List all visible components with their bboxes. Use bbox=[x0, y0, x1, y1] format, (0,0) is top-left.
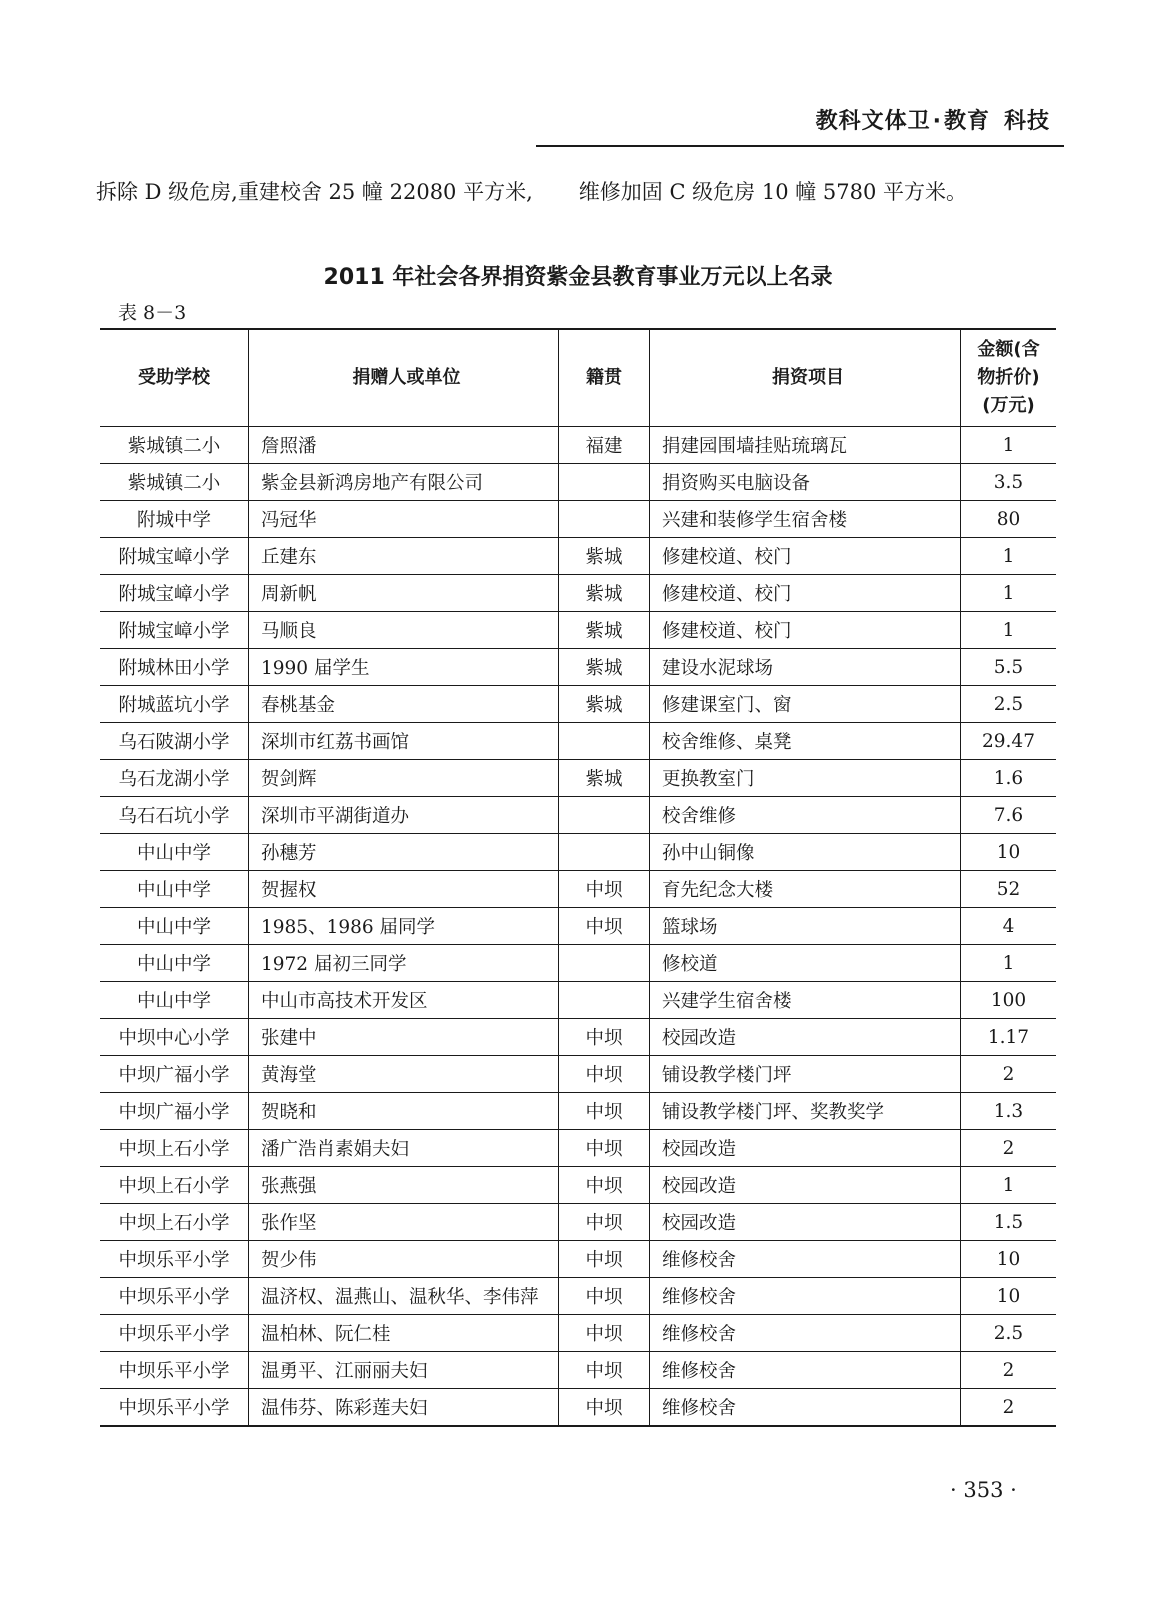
cell-amount: 3.5 bbox=[961, 464, 1057, 501]
cell-origin bbox=[559, 464, 650, 501]
table-row bbox=[100, 723, 1056, 760]
table-row bbox=[100, 1204, 1056, 1241]
table-row bbox=[100, 1056, 1056, 1093]
cell-origin: 中坝 bbox=[559, 1352, 650, 1389]
cell-item: 修建课室门、窗 bbox=[650, 686, 961, 723]
cell-item: 更换教室门 bbox=[650, 760, 961, 797]
table-body bbox=[100, 427, 1056, 1427]
cell-origin: 中坝 bbox=[559, 1130, 650, 1167]
table-row bbox=[100, 908, 1056, 945]
cell-donor: 温勇平、江丽丽夫妇 bbox=[249, 1352, 559, 1389]
cell-donor: 贺剑辉 bbox=[249, 760, 559, 797]
cell-item: 孙中山铜像 bbox=[650, 834, 961, 871]
table-row bbox=[100, 1019, 1056, 1056]
table-row bbox=[100, 575, 1056, 612]
cell-school: 乌石龙湖小学 bbox=[100, 760, 249, 797]
cell-school: 中山中学 bbox=[100, 871, 249, 908]
cell-amount: 1 bbox=[961, 945, 1057, 982]
cell-amount: 1 bbox=[961, 1167, 1057, 1204]
cell-amount: 2.5 bbox=[961, 686, 1057, 723]
cell-donor: 张建中 bbox=[249, 1019, 559, 1056]
cell-origin bbox=[559, 834, 650, 871]
cell-origin bbox=[559, 723, 650, 760]
cell-item: 维修校舍 bbox=[650, 1241, 961, 1278]
col-header-donor: 捐赠人或单位 bbox=[249, 329, 559, 427]
table-row bbox=[100, 649, 1056, 686]
cell-amount: 2 bbox=[961, 1130, 1057, 1167]
cell-item: 铺设教学楼门坪、奖教奖学 bbox=[650, 1093, 961, 1130]
cell-donor: 丘建东 bbox=[249, 538, 559, 575]
cell-amount: 1.17 bbox=[961, 1019, 1057, 1056]
table-row bbox=[100, 686, 1056, 723]
cell-school: 中坝中心小学 bbox=[100, 1019, 249, 1056]
cell-amount: 100 bbox=[961, 982, 1057, 1019]
cell-donor: 春桃基金 bbox=[249, 686, 559, 723]
cell-item: 校园改造 bbox=[650, 1019, 961, 1056]
table-row bbox=[100, 1167, 1056, 1204]
cell-origin: 中坝 bbox=[559, 908, 650, 945]
table-row bbox=[100, 982, 1056, 1019]
cell-amount: 10 bbox=[961, 834, 1057, 871]
header-separator: · bbox=[932, 109, 942, 134]
cell-item: 校舍维修 bbox=[650, 797, 961, 834]
cell-origin bbox=[559, 945, 650, 982]
cell-item: 建设水泥球场 bbox=[650, 649, 961, 686]
header-sub-science: 科技 bbox=[1003, 109, 1050, 134]
cell-donor: 温伟芬、陈彩莲夫妇 bbox=[249, 1389, 559, 1427]
table-row bbox=[100, 612, 1056, 649]
table-row bbox=[100, 427, 1056, 464]
cell-item: 铺设教学楼门坪 bbox=[650, 1056, 961, 1093]
cell-amount: 29.47 bbox=[961, 723, 1057, 760]
cell-amount: 10 bbox=[961, 1278, 1057, 1315]
cell-school: 中坝上石小学 bbox=[100, 1130, 249, 1167]
cell-donor: 张燕强 bbox=[249, 1167, 559, 1204]
intro-paragraph bbox=[96, 176, 1056, 206]
table-title: 2011 年社会各界捐资紫金县教育事业万元以上名录 bbox=[323, 265, 833, 290]
cell-school: 附城宝嶂小学 bbox=[100, 612, 249, 649]
cell-school: 中坝广福小学 bbox=[100, 1056, 249, 1093]
table-row bbox=[100, 1389, 1056, 1427]
cell-donor: 贺少伟 bbox=[249, 1241, 559, 1278]
cell-origin: 紫城 bbox=[559, 575, 650, 612]
cell-item: 兴建和装修学生宿舍楼 bbox=[650, 501, 961, 538]
cell-amount: 1 bbox=[961, 575, 1057, 612]
cell-donor: 1985、1986 届同学 bbox=[249, 908, 559, 945]
cell-item: 育先纪念大楼 bbox=[650, 871, 961, 908]
table-row bbox=[100, 464, 1056, 501]
table-row bbox=[100, 760, 1056, 797]
cell-amount: 2 bbox=[961, 1352, 1057, 1389]
cell-origin: 紫城 bbox=[559, 686, 650, 723]
cell-origin: 紫城 bbox=[559, 649, 650, 686]
cell-donor: 紫金县新鸿房地产有限公司 bbox=[249, 464, 559, 501]
cell-amount: 2.5 bbox=[961, 1315, 1057, 1352]
cell-school: 附城林田小学 bbox=[100, 649, 249, 686]
cell-item: 维修校舍 bbox=[650, 1315, 961, 1352]
cell-item: 修建校道、校门 bbox=[650, 612, 961, 649]
col-header-amount-line2: 物折价) bbox=[977, 367, 1040, 388]
cell-amount: 5.5 bbox=[961, 649, 1057, 686]
cell-donor: 贺握权 bbox=[249, 871, 559, 908]
cell-school: 中坝上石小学 bbox=[100, 1167, 249, 1204]
cell-donor: 张作坚 bbox=[249, 1204, 559, 1241]
table-row bbox=[100, 1130, 1056, 1167]
cell-origin: 中坝 bbox=[559, 1019, 650, 1056]
cell-item: 修建校道、校门 bbox=[650, 575, 961, 612]
cell-origin: 紫城 bbox=[559, 760, 650, 797]
cell-item: 维修校舍 bbox=[650, 1278, 961, 1315]
page-number: · 353 · bbox=[950, 1478, 1017, 1502]
cell-school: 附城宝嶂小学 bbox=[100, 538, 249, 575]
cell-donor: 詹照潘 bbox=[249, 427, 559, 464]
header-sub-education: 教育 bbox=[943, 109, 990, 134]
cell-donor: 1990 届学生 bbox=[249, 649, 559, 686]
table-row bbox=[100, 1315, 1056, 1352]
table-row bbox=[100, 871, 1056, 908]
cell-amount: 1 bbox=[961, 538, 1057, 575]
cell-school: 紫城镇二小 bbox=[100, 427, 249, 464]
cell-origin: 中坝 bbox=[559, 1093, 650, 1130]
table-header-row bbox=[100, 329, 1056, 427]
cell-origin: 中坝 bbox=[559, 1241, 650, 1278]
cell-amount: 2 bbox=[961, 1056, 1057, 1093]
cell-school: 中山中学 bbox=[100, 945, 249, 982]
cell-item: 维修校舍 bbox=[650, 1389, 961, 1427]
cell-amount: 1.3 bbox=[961, 1093, 1057, 1130]
table-row bbox=[100, 501, 1056, 538]
col-header-amount-line1: 金额(含 bbox=[977, 339, 1040, 360]
cell-origin: 中坝 bbox=[559, 1056, 650, 1093]
cell-origin bbox=[559, 797, 650, 834]
cell-school: 中坝上石小学 bbox=[100, 1204, 249, 1241]
cell-item: 捐资购买电脑设备 bbox=[650, 464, 961, 501]
cell-school: 中坝乐平小学 bbox=[100, 1352, 249, 1389]
table-label: 表 8－3 bbox=[118, 302, 187, 324]
cell-donor: 温柏林、阮仁桂 bbox=[249, 1315, 559, 1352]
table-row bbox=[100, 945, 1056, 982]
cell-amount: 1.6 bbox=[961, 760, 1057, 797]
cell-amount: 1 bbox=[961, 612, 1057, 649]
table-row bbox=[100, 1352, 1056, 1389]
cell-donor: 1972 届初三同学 bbox=[249, 945, 559, 982]
cell-item: 修校道 bbox=[650, 945, 961, 982]
cell-donor: 马顺良 bbox=[249, 612, 559, 649]
cell-donor: 孙穗芳 bbox=[249, 834, 559, 871]
cell-origin: 中坝 bbox=[559, 1389, 650, 1427]
cell-origin: 福建 bbox=[559, 427, 650, 464]
col-header-amount bbox=[961, 329, 1057, 427]
cell-amount: 1.5 bbox=[961, 1204, 1057, 1241]
cell-item: 捐建园围墙挂贴琉璃瓦 bbox=[650, 427, 961, 464]
table-row bbox=[100, 797, 1056, 834]
cell-item: 校园改造 bbox=[650, 1130, 961, 1167]
cell-school: 中坝广福小学 bbox=[100, 1093, 249, 1130]
cell-origin: 中坝 bbox=[559, 1204, 650, 1241]
intro-part-a: 拆除 D 级危房,重建校舍 25 幢 22080 平方米, bbox=[96, 180, 533, 204]
cell-origin: 紫城 bbox=[559, 612, 650, 649]
cell-origin: 中坝 bbox=[559, 871, 650, 908]
cell-school: 中山中学 bbox=[100, 834, 249, 871]
cell-origin bbox=[559, 982, 650, 1019]
header-section: 教科文体卫 bbox=[815, 109, 931, 134]
cell-amount: 52 bbox=[961, 871, 1057, 908]
cell-donor: 贺晓和 bbox=[249, 1093, 559, 1130]
cell-donor: 周新帆 bbox=[249, 575, 559, 612]
cell-origin: 中坝 bbox=[559, 1167, 650, 1204]
header-rule bbox=[536, 145, 1064, 147]
running-header bbox=[560, 104, 1050, 135]
cell-school: 中山中学 bbox=[100, 908, 249, 945]
cell-donor: 黄海堂 bbox=[249, 1056, 559, 1093]
cell-donor: 冯冠华 bbox=[249, 501, 559, 538]
cell-school: 乌石石坑小学 bbox=[100, 797, 249, 834]
cell-school: 中坝乐平小学 bbox=[100, 1315, 249, 1352]
intro-part-b: 维修加固 C 级危房 10 幢 5780 平方米。 bbox=[578, 180, 968, 204]
table-row bbox=[100, 1093, 1056, 1130]
cell-amount: 4 bbox=[961, 908, 1057, 945]
col-header-origin: 籍贯 bbox=[559, 329, 650, 427]
cell-school: 紫城镇二小 bbox=[100, 464, 249, 501]
cell-school: 中坝乐平小学 bbox=[100, 1241, 249, 1278]
cell-donor: 深圳市红荔书画馆 bbox=[249, 723, 559, 760]
cell-school: 附城蓝坑小学 bbox=[100, 686, 249, 723]
cell-origin bbox=[559, 501, 650, 538]
table-row bbox=[100, 834, 1056, 871]
table-row bbox=[100, 538, 1056, 575]
cell-school: 附城中学 bbox=[100, 501, 249, 538]
cell-amount: 10 bbox=[961, 1241, 1057, 1278]
col-header-amount-line3: (万元) bbox=[982, 395, 1035, 416]
table-row bbox=[100, 1241, 1056, 1278]
cell-item: 篮球场 bbox=[650, 908, 961, 945]
cell-donor: 中山市高技术开发区 bbox=[249, 982, 559, 1019]
cell-amount: 2 bbox=[961, 1389, 1057, 1427]
cell-item: 校园改造 bbox=[650, 1204, 961, 1241]
cell-school: 中坝乐平小学 bbox=[100, 1278, 249, 1315]
cell-school: 附城宝嶂小学 bbox=[100, 575, 249, 612]
cell-origin: 紫城 bbox=[559, 538, 650, 575]
col-header-item: 捐资项目 bbox=[650, 329, 961, 427]
donation-table bbox=[100, 328, 1056, 1427]
cell-school: 中山中学 bbox=[100, 982, 249, 1019]
cell-donor: 温济权、温燕山、温秋华、李伟萍 bbox=[249, 1278, 559, 1315]
cell-item: 校园改造 bbox=[650, 1167, 961, 1204]
cell-origin: 中坝 bbox=[559, 1315, 650, 1352]
cell-school: 中坝乐平小学 bbox=[100, 1389, 249, 1427]
cell-school: 乌石陂湖小学 bbox=[100, 723, 249, 760]
cell-item: 修建校道、校门 bbox=[650, 538, 961, 575]
table-row bbox=[100, 1278, 1056, 1315]
cell-origin: 中坝 bbox=[559, 1278, 650, 1315]
cell-item: 维修校舍 bbox=[650, 1352, 961, 1389]
cell-amount: 7.6 bbox=[961, 797, 1057, 834]
cell-item: 校舍维修、桌凳 bbox=[650, 723, 961, 760]
cell-amount: 80 bbox=[961, 501, 1057, 538]
col-header-school: 受助学校 bbox=[100, 329, 249, 427]
cell-item: 兴建学生宿舍楼 bbox=[650, 982, 961, 1019]
cell-donor: 潘广浩肖素娟夫妇 bbox=[249, 1130, 559, 1167]
cell-donor: 深圳市平湖街道办 bbox=[249, 797, 559, 834]
cell-amount: 1 bbox=[961, 427, 1057, 464]
